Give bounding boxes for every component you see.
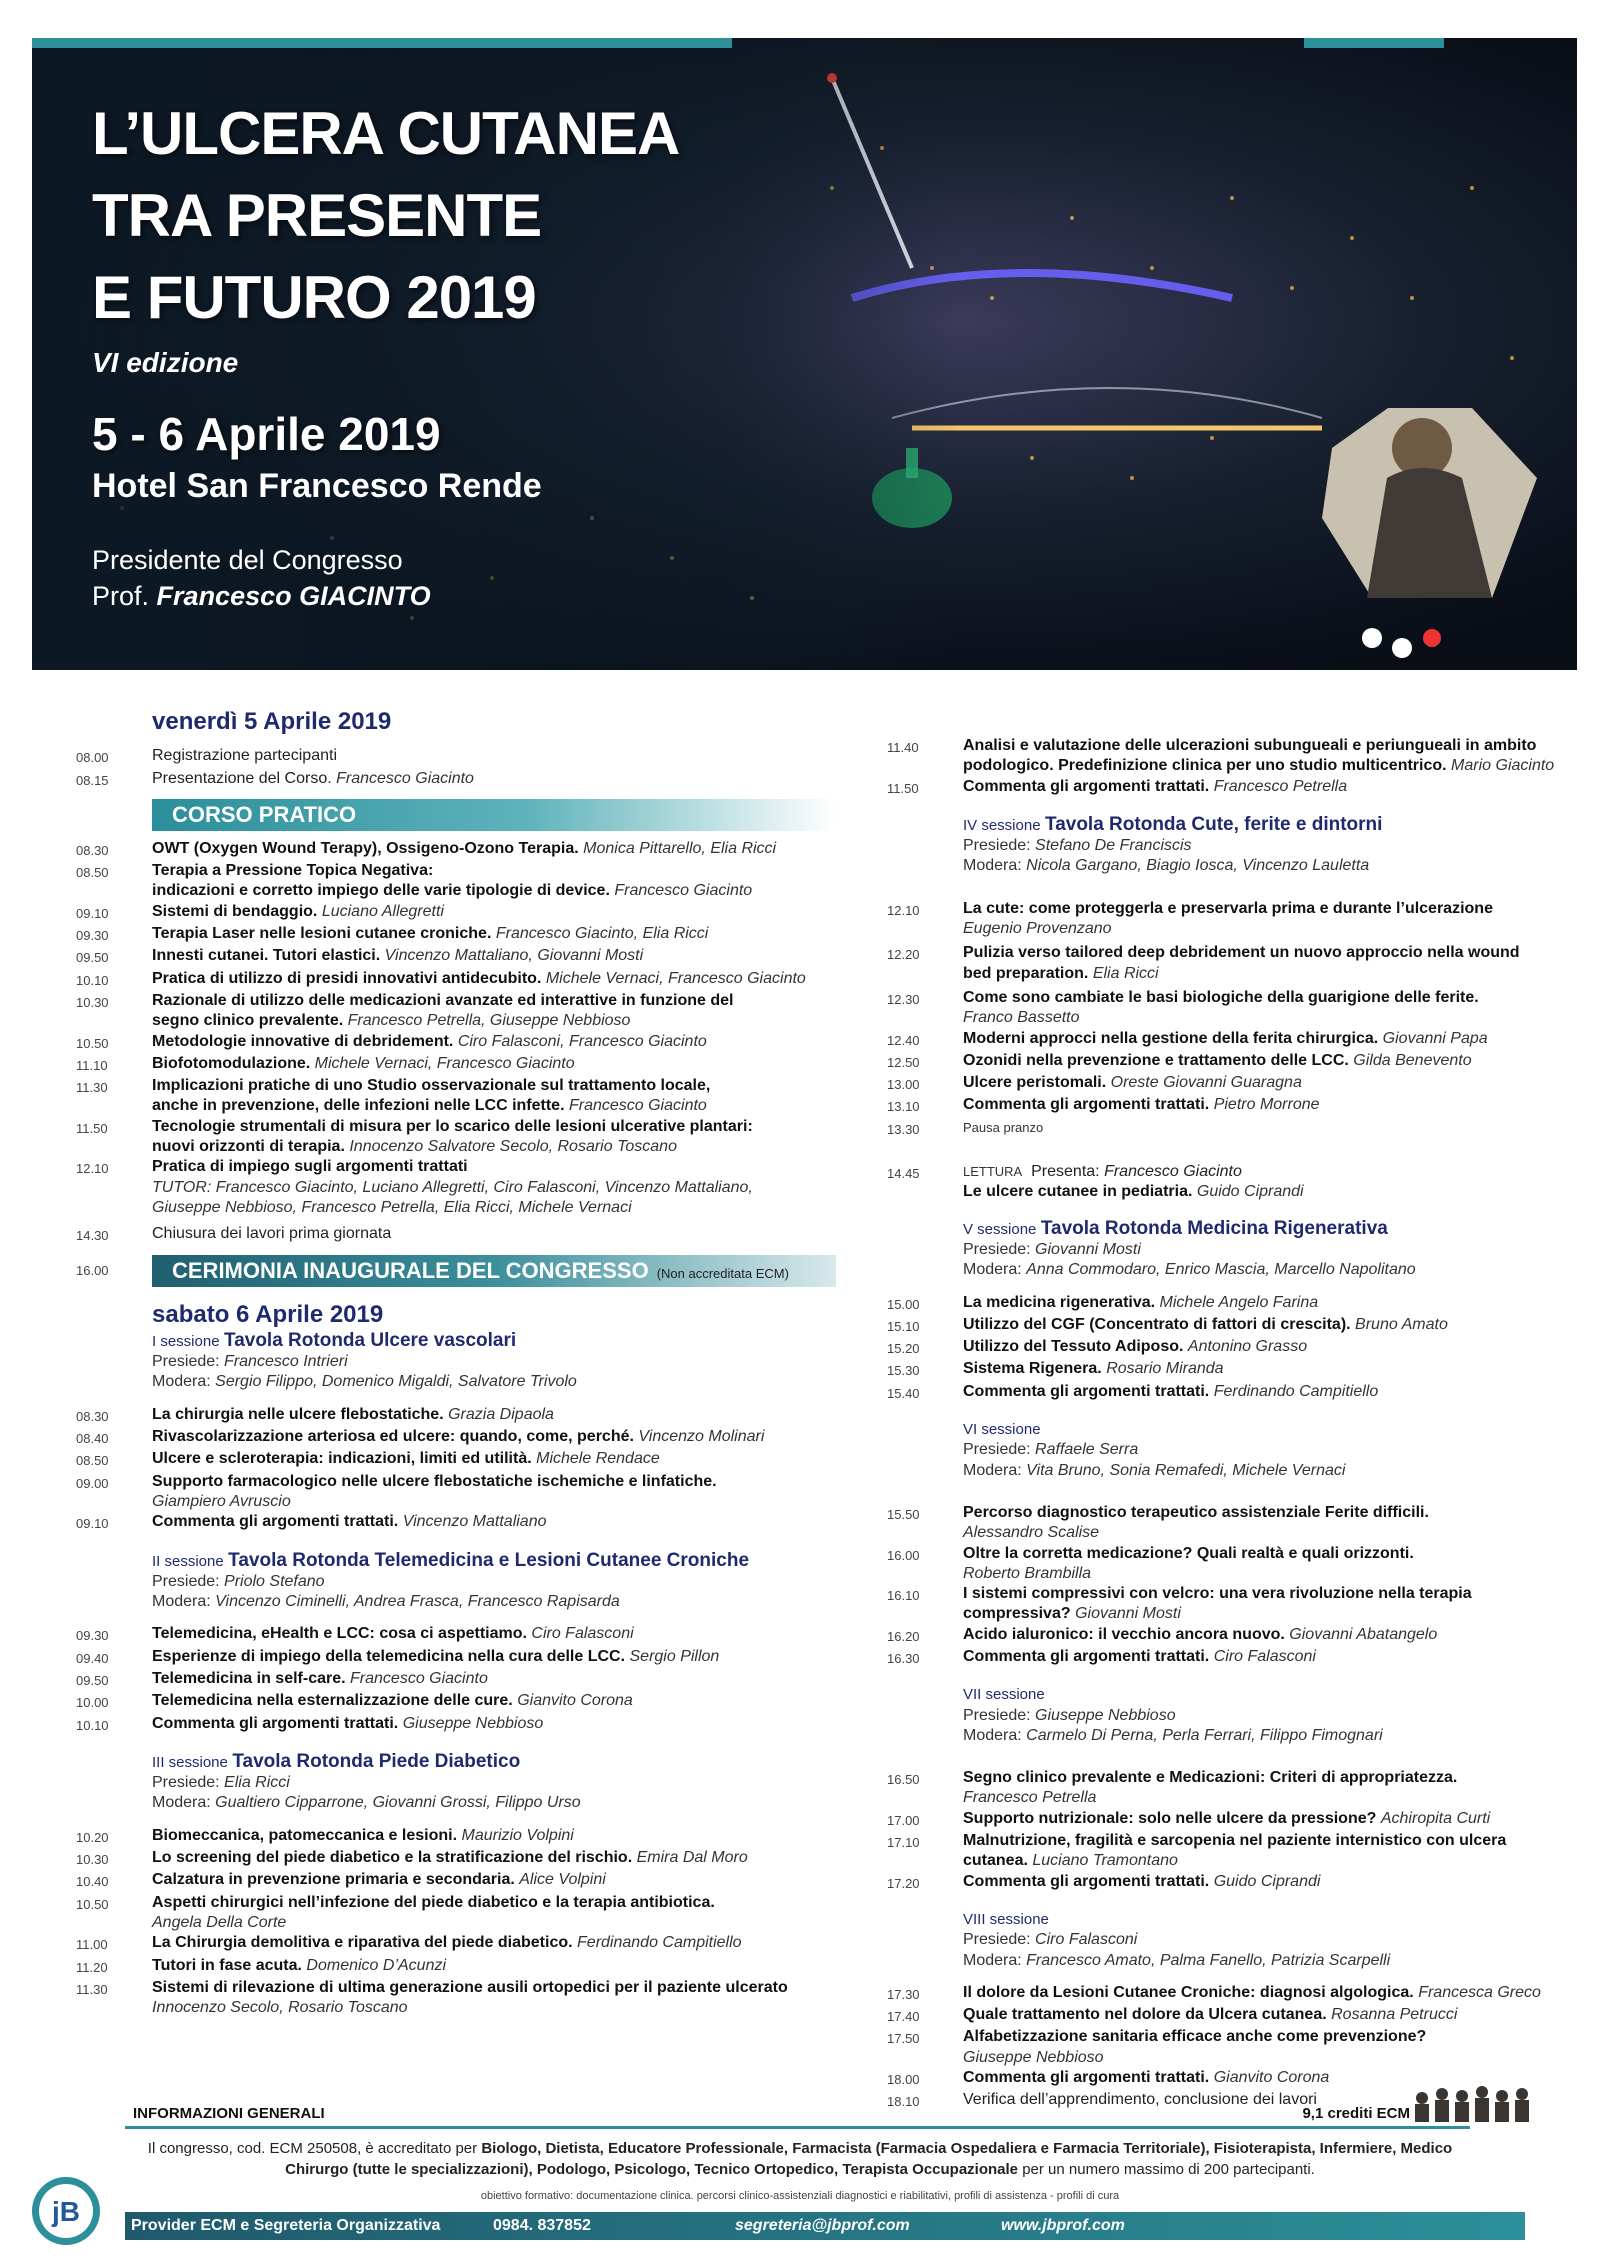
program-item: 15.20 Utilizzo del Tessuto Adiposo. Antonino Grasso bbox=[887, 1338, 1308, 1357]
program-item: 09.30 Telemedicina, eHealth e LCC: cosa ci aspettiamo. Ciro Falasconi bbox=[76, 1625, 634, 1644]
program-item: 17.50 Alfabetizzazione sanitaria efficace anche come prevenzione? Giuseppe Nebbioso bbox=[887, 2028, 1427, 2066]
contact-bar bbox=[125, 2212, 1525, 2240]
title-line-1: L’ULCERA CUTANEA bbox=[92, 100, 680, 167]
program-item: 12.50 Ozonidi nella prevenzione e trattamento delle LCC. Gilda Benevento bbox=[887, 1051, 1472, 1070]
info-header-bar bbox=[125, 2105, 1470, 2129]
edition: VI edizione bbox=[92, 347, 239, 378]
program-item-final: 18.10 Verifica dell’apprendimento, conclusione dei lavori bbox=[887, 2091, 1317, 2110]
program-item: 13.00 Ulcere peristomali. Oreste Giovanni Guaragna bbox=[887, 1074, 1302, 1093]
program-item: 12.10 Pratica di impiego sugli argomenti trattati TUTOR: Francesco Giacinto, Luciano Allegretti, Ciro Falasconi, Vincenzo Mattaliano, Giuseppe Nebbioso, Francesco Petrella, Elia Ricci, Michele Vernaci bbox=[76, 1158, 753, 1216]
session-title: Tavola Rotonda Cute, ferite e dintorni bbox=[1045, 813, 1383, 835]
program-item: 12.40 Moderni approcci nella gestione della ferita chirurgica. Giovanni Papa bbox=[887, 1029, 1488, 1048]
program-item: 10.40 Calzatura in prevenzione primaria e secondaria. Alice Volpini bbox=[76, 1871, 606, 1890]
program-item: 09.50 Telemedicina in self-care. Francesco Giacinto bbox=[76, 1669, 488, 1688]
program-item: 15.50 Percorso diagnostico terapeutico assistenziale Ferite difficili. Alessandro Scalise bbox=[887, 1503, 1429, 1542]
president-block bbox=[92, 542, 679, 614]
program-item: 10.20 Biomeccanica, patomeccanica e lesioni. Maurizio Volpini bbox=[76, 1826, 574, 1845]
program-item: 17.00 Supporto nutrizionale: solo nelle ulcere da pressione? Achiropita Curti bbox=[887, 1809, 1491, 1828]
program-item: 11.20 Tutori in fase acuta. Domenico D’Acunzi bbox=[76, 1956, 447, 1975]
program-item: 15.30 Sistema Rigenera. Rosario Miranda bbox=[887, 1360, 1224, 1379]
session-4: IV sessione Tavola Rotonda Cute, ferite e dintorni Presiede: Stefano De Franciscis Modera: Nicola Gargano, Biagio Iosca, Vincenzo Lauletta 12.10 La cute: come proteggerla e preservarla prima e durante l’ulcerazione Eugenio Provenzano 12.20 Pulizia verso tailored deep debridement un nuovo approccio nella wound bed preparation. Elia Ricci 12.30 Come sono cambiate le basi biologiche della guarigione delle ferite. Franco Bassetto 12.40 Moderni approcci nella gestione della ferita chirurgica. Giovanni Papa 12.50 Ozonidi nella prevenzione e trattamento delle LCC. Gilda Benevento 13.00 Ulcere peristomali. Oreste Giovanni Guaragna 13.10 Commenta gli argomenti trattati. Pietro Morrone 13.30 Pausa pranzo bbox=[887, 815, 1577, 1140]
program-item: 09.00 Supporto farmacologico nelle ulcere flebostatiche ischemiche e linfatiche. Giampiero Avruscio bbox=[76, 1472, 717, 1510]
day-heading-saturday: sabato 6 Aprile 2019 bbox=[152, 1300, 384, 1328]
title-line-3: E FUTURO 2019 bbox=[92, 264, 536, 331]
president-label: Presidente del Congresso bbox=[92, 545, 403, 575]
program-item: 11.50 Tecnologie strumentali di misura per lo scarico delle lesioni ulcerative plantari: nuovi orizzonti di terapia. Innocenzo Salvatore Secolo, Rosario Toscano bbox=[76, 1117, 753, 1156]
session-title: Tavola Rotonda Telemedicina e Lesioni Cutanee Croniche bbox=[228, 1549, 750, 1571]
program-item: 17.20 Commenta gli argomenti trattati. Guido Ciprandi bbox=[887, 1872, 1321, 1891]
website-link[interactable]: www.jbprof.com bbox=[1001, 2217, 1125, 2234]
program-item: 08.30 La chirurgia nelle ulcere flebostatiche. Grazia Dipaola bbox=[76, 1405, 554, 1424]
program-item: 09.50 Innesti cutanei. Tutori elastici. Vincenzo Mattaliano, Giovanni Mosti bbox=[76, 947, 644, 966]
teal-accent-left bbox=[32, 38, 732, 48]
program-item: 08.00 Registrazione partecipanti bbox=[76, 747, 337, 766]
program-item: 10.10 Pratica di utilizzo di presidi innovativi antidecubito. Michele Vernaci, Francesco Giacinto bbox=[76, 969, 806, 988]
program-item-closing: 14.30 Chiusura dei lavori prima giornata bbox=[76, 1225, 392, 1244]
program-item: 17.40 Quale trattamento nel dolore da Ulcera cutanea. Rosanna Petrucci bbox=[887, 2006, 1458, 2025]
session-8: VIII sessione Presiede: Ciro Falasconi Modera: Francesco Amato, Palma Fanello, Patrizia Scarpelli 17.30 Il dolore da Lesioni Cutanee Croniche: diagnosi algologica. Francesca Greco 17.40 Quale trattamento nel dolore da Ulcera cutanea. Rosanna Petrucci 17.50 Alfabetizzazione sanitaria efficace anche come prevenzione? Giuseppe Nebbioso 18.00 Commenta gli argomenti trattati. Gianvito Corona 18.10 Verifica dell’apprendimento, conclusione dei lavori bbox=[887, 1910, 1577, 2113]
email-link[interactable]: segreteria@jbprof.com bbox=[735, 2217, 910, 2234]
program-item: 08.50 Ulcere e scleroterapia: indicazioni, limiti ed utilità. Michele Rendace bbox=[76, 1450, 660, 1469]
jb-logo bbox=[30, 2175, 102, 2247]
program-item: 11.10 Biofotomodulazione. Michele Vernaci, Francesco Giacinto bbox=[76, 1054, 575, 1073]
phone-number: 0984. 837852 bbox=[493, 2217, 591, 2234]
program-item: 10.50 Aspetti chirurgici nell’infezione del piede diabetico e la terapia antibiotica. Angela Della Corte bbox=[76, 1893, 715, 1931]
provider-label: Provider ECM e Segreteria Organizzativa bbox=[131, 2217, 441, 2234]
program-item: 09.30 Terapia Laser nelle lesioni cutanee croniche. Francesco Giacinto, Elia Ricci bbox=[76, 925, 709, 944]
session-title: VI sessione bbox=[963, 1421, 1041, 1439]
program-item: 16.20 Acido ialuronico: il vecchio ancora nuovo. Giovanni Abatangelo bbox=[887, 1625, 1438, 1644]
program-item: 13.10 Commenta gli argomenti trattati. Pietro Morrone bbox=[887, 1096, 1320, 1115]
program-item: 15.10 Utilizzo del CGF (Concentrato di fattori di crescita). Bruno Amato bbox=[887, 1315, 1448, 1334]
program-item: 17.30 Il dolore da Lesioni Cutanee Croniche: diagnosi algologica. Francesca Greco bbox=[887, 1983, 1541, 2002]
program-item: 12.20 Pulizia verso tailored deep debridement un nuovo approccio nella wound bed preparation. Elia Ricci bbox=[887, 944, 1520, 982]
accreditation-text: Il congresso, cod. ECM 250508, è accreditato per Biologo, Dietista, Educatore Professionale, Farmacista (Farmacia Ospedaliera e Farmacia Territoriale), Fisioterapista, Infermiere, Medico Chirurgo (tutte le specializzazioni), Podologo, Psicologo, Tecnico Ortopedico, Terapista Occupazionale per un numero massimo di 200 partecipanti. bbox=[147, 2140, 1453, 2178]
teal-accent-right bbox=[1304, 38, 1444, 48]
program-item: 15.40 Commenta gli argomenti trattati. Ferdinando Campitiello bbox=[887, 1382, 1379, 1401]
program-item: 16.50 Segno clinico prevalente e Medicazioni: Criteri di appropriatezza. Francesco Petrella bbox=[887, 1769, 1458, 1807]
program-item: 10.10 Commenta gli argomenti trattati. Giuseppe Nebbioso bbox=[76, 1714, 544, 1733]
program-right-column bbox=[887, 712, 1577, 2113]
session-1: I sessione Tavola Rotonda Ulcere vascolari Presiede: Francesco Intrieri Modera: Sergio Filippo, Domenico Migaldi, Salvatore Trivolo 08.30 La chirurgia nelle ulcere flebostatiche. Grazia Dipaola 08.40 Rivascolarizzazione arteriosa ed ulcere: quando, come, perché. Vincenzo Molinari 08.50 Ulcere e scleroterapia: indicazioni, limiti ed utilità. Michele Rendace 09.00 Supporto farmacologico nelle ulcere flebostatiche ischemiche e linfatiche. Giampiero Avruscio 09.10 Commenta gli argomenti trattati. Vincenzo Mattaliano bbox=[76, 1331, 836, 1535]
program-item: 09.10 Sistemi di bendaggio. Luciano Allegretti bbox=[76, 902, 444, 921]
program-item: 08.50 Terapia a Pressione Topica Negativa: indicazioni e corretto impiego delle varie tipologie di device. Francesco Giacinto bbox=[76, 862, 753, 900]
program-item: 18.00 Commenta gli argomenti trattati. Gianvito Corona bbox=[887, 2069, 1330, 2088]
section-band-cerimonia: 16.00 CERIMONIA INAUGURALE DEL CONGRESSO (Non accreditata ECM) bbox=[76, 1255, 836, 1287]
program-item: 08.30 OWT (Oxygen Wound Terapy), Ossigeno-Ozono Terapia. Monica Pittarello, Elia Ricci bbox=[76, 839, 777, 858]
event-venue: Hotel San Francesco Rende bbox=[92, 467, 542, 505]
event-dates: 5 - 6 Aprile 2019 bbox=[92, 408, 441, 460]
band-note: (Non accreditata ECM) bbox=[656, 1265, 789, 1281]
program-item: 15.00 La medicina rigenerativa. Michele Angelo Farina bbox=[887, 1293, 1319, 1312]
section-band-title: CERIMONIA INAUGURALE DEL CONGRESSO bbox=[172, 1257, 649, 1283]
program-item: 10.30 Razionale di utilizzo delle medicazioni avanzate ed interattive in funzione del segno clinico prevalente. Francesco Petrella, Giuseppe Nebbioso bbox=[76, 991, 734, 1030]
day-heading-friday: venerdì 5 Aprile 2019 bbox=[152, 708, 392, 735]
lettura: 14.45 LETTURA Presenta: Francesco Giacinto Le ulcere cutanee in pediatria. Guido Ciprandi bbox=[887, 1163, 1304, 1201]
program-item: 10.30 Lo screening del piede diabetico e la stratificazione del rischio. Emira Dal Moro bbox=[76, 1849, 748, 1868]
title-line-2: TRA PRESENTE bbox=[92, 182, 542, 249]
program-item: 11.30 Sistemi di rilevazione di ultima generazione ausili ortopedici per il paziente ulcerato Innocenzo Secolo, Rosario Toscano bbox=[76, 1978, 788, 2017]
program-item: 12.30 Come sono cambiate le basi biologiche della guarigione delle ferite. Franco Bassetto bbox=[887, 988, 1479, 1027]
info-title: INFORMAZIONI GENERALI bbox=[133, 2105, 325, 2122]
program-item: 09.40 Esperienze di impiego della telemedicina nella cura delle LCC. Sergio Pillon bbox=[76, 1647, 720, 1666]
program-item: 10.50 Metodologie innovative di debridement. Ciro Falasconi, Francesco Giacinto bbox=[76, 1032, 707, 1051]
program-item: 11.40 Analisi e valutazione delle ulcerazioni subungueali e periungueali in ambito podologico. Predefinizione clinica per uno studio multicentrico. Mario Giacinto bbox=[887, 737, 1555, 775]
president-name: Francesco GIACINTO bbox=[156, 581, 431, 611]
program-item: 09.10 Commenta gli argomenti trattati. Vincenzo Mattaliano bbox=[76, 1513, 547, 1532]
program-item: 16.10 I sistemi compressivi con velcro: una vera rivoluzione nella terapia compressiva? Giovanni Mosti bbox=[887, 1585, 1472, 1623]
program-left-column bbox=[76, 708, 836, 2018]
program-item-lunch: 13.30 Pausa pranzo bbox=[887, 1119, 1044, 1137]
program-item: 12.10 La cute: come proteggerla e preservarla prima e durante l’ulcerazione Eugenio Provenzano bbox=[887, 899, 1493, 938]
program-item: 08.40 Rivascolarizzazione arteriosa ed ulcere: quando, come, perché. Vincenzo Molinari bbox=[76, 1428, 765, 1447]
session-title: Tavola Rotonda Medicina Rigenerativa bbox=[1040, 1217, 1388, 1239]
header-banner bbox=[32, 38, 1577, 670]
president-prefix: Prof. bbox=[92, 581, 150, 611]
session-6: VI sessione Presiede: Raffaele Serra Modera: Vita Bruno, Sonia Remafedi, Michele Vernaci 15.50 Percorso diagnostico terapeutico assistenziale Ferite difficili. Alessandro Scalise 16.00 Oltre la corretta medicazione? Quali realtà e quali orizzonti. Roberto Brambilla 16.10 I sistemi compressivi con velcro: una vera rivoluzione nella terapia compressiva? Giovanni Mosti 16.20 Acido ialuronico: il vecchio ancora nuovo. Giovanni Abatangelo 16.30 Commenta gli argomenti trattati. Ciro Falasconi bbox=[887, 1420, 1577, 1669]
ecm-credits: 9,1 crediti ECM bbox=[1302, 2105, 1410, 2122]
session-5: V sessione Tavola Rotonda Medicina Rigenerativa Presiede: Giovanni Mosti Modera: Anna Commodaro, Enrico Mascia, Marcello Napolitano 15.00 La medicina rigenerativa. Michele Angelo Farina 15.10 Utilizzo del CGF (Concentrato di fattori di crescita). Bruno Amato 15.20 Utilizzo del Tessuto Adiposo. Antonino Grasso 15.30 Sistema Rigenera. Rosario Miranda 15.40 Commenta gli argomenti trattati. Ferdinando Campitiello bbox=[887, 1219, 1577, 1404]
program-item: 16.30 Commenta gli argomenti trattati. Ciro Falasconi bbox=[887, 1647, 1316, 1666]
section-band-corso-pratico bbox=[76, 799, 836, 831]
title-block bbox=[92, 93, 679, 614]
program-item: 08.15 Presentazione del Corso. Francesco Giacinto bbox=[76, 769, 474, 788]
session-title: VIII sessione bbox=[963, 1910, 1049, 1928]
logo-text: jB bbox=[52, 2196, 80, 2227]
program-item: 11.00 La Chirurgia demolitiva e riparativa del piede diabetico. Ferdinando Campitiello bbox=[76, 1934, 742, 1953]
program-item: 16.00 Oltre la corretta medicazione? Quali realtà e quali orizzonti. Roberto Brambilla bbox=[887, 1544, 1414, 1582]
session-title: VII sessione bbox=[963, 1686, 1045, 1704]
session-7: VII sessione Presiede: Giuseppe Nebbioso Modera: Carmelo Di Perna, Perla Ferrari, Filippo Fimognari 16.50 Segno clinico prevalente e Medicazioni: Criteri di appropriatezza. Francesco Petrella 17.00 Supporto nutrizionale: solo nelle ulcere da pressione? Achiropita Curti 17.10 Malnutrizione, fragilità e sarcopenia nel paziente internistico con ulcera cutanea. Luciano Tramontano 17.20 Commenta gli argomenti trattati. Guido Ciprandi bbox=[887, 1685, 1577, 1894]
program-item: 11.50 Commenta gli argomenti trattati. Francesco Petrella bbox=[887, 777, 1348, 796]
session-title: Tavola Rotonda Ulcere vascolari bbox=[224, 1329, 517, 1351]
session-3: III sessione Tavola Rotonda Piede Diabetico Presiede: Elia Ricci Modera: Gualtiero Cipparrone, Giovanni Grossi, Filippo Urso 10.20 Biomeccanica, patomeccanica e lesioni. Maurizio Volpini 10.30 Lo screening del piede diabetico e la stratificazione del rischio. Emira Dal Moro 10.40 Calzatura in prevenzione primaria e secondaria. Alice Volpini 10.50 Aspetti chirurgici nell’infezione del piede diabetico e la terapia antibiotica. Angela Della Corte 11.00 La Chirurgia demolitiva e riparativa del piede diabetico. Ferdinando Campitiello 11.20 Tutori in fase acuta. Domenico D’Acunzi 11.30 Sistemi di rilevazione di ultima generazione ausili ortopedici per il paziente ulcerato Innocenzo Secolo, Rosario Toscano bbox=[76, 1752, 836, 2019]
session-2: II sessione Tavola Rotonda Telemedicina e Lesioni Cutanee Croniche Presiede: Priolo Stefano Modera: Vincenzo Ciminelli, Andrea Frasca, Francesco Rapisarda 09.30 Telemedicina, eHealth e LCC: cosa ci aspettiamo. Ciro Falasconi 09.40 Esperienze di impiego della telemedicina nella cura delle LCC. Sergio Pillon 09.50 Telemedicina in self-care. Francesco Giacinto 10.00 Telemedicina nella esternalizzazione delle cure. Gianvito Corona 10.10 Commenta gli argomenti trattati. Giuseppe Nebbioso bbox=[76, 1551, 836, 1736]
program-item: 10.00 Telemedicina nella esternalizzazione delle cure. Gianvito Corona bbox=[76, 1692, 633, 1711]
training-objective: obiettivo formativo: documentazione clinica. percorsi clinico-assistenziali diagnostici e riabilitativi, profili di assistenza - profili di cura bbox=[480, 2190, 1120, 2202]
program-item: 17.10 Malnutrizione, fragilità e sarcopenia nel paziente internistico con ulcera cutanea. Luciano Tramontano bbox=[887, 1832, 1507, 1870]
session-title: Tavola Rotonda Piede Diabetico bbox=[232, 1750, 521, 1772]
program-item: 11.30 Implicazioni pratiche di uno Studio osservazionale sul trattamento locale, anche in prevenzione, delle infezioni nelle LCC infette. Francesco Giacinto bbox=[76, 1077, 711, 1115]
section-band-title: CORSO PRATICO bbox=[152, 799, 836, 831]
